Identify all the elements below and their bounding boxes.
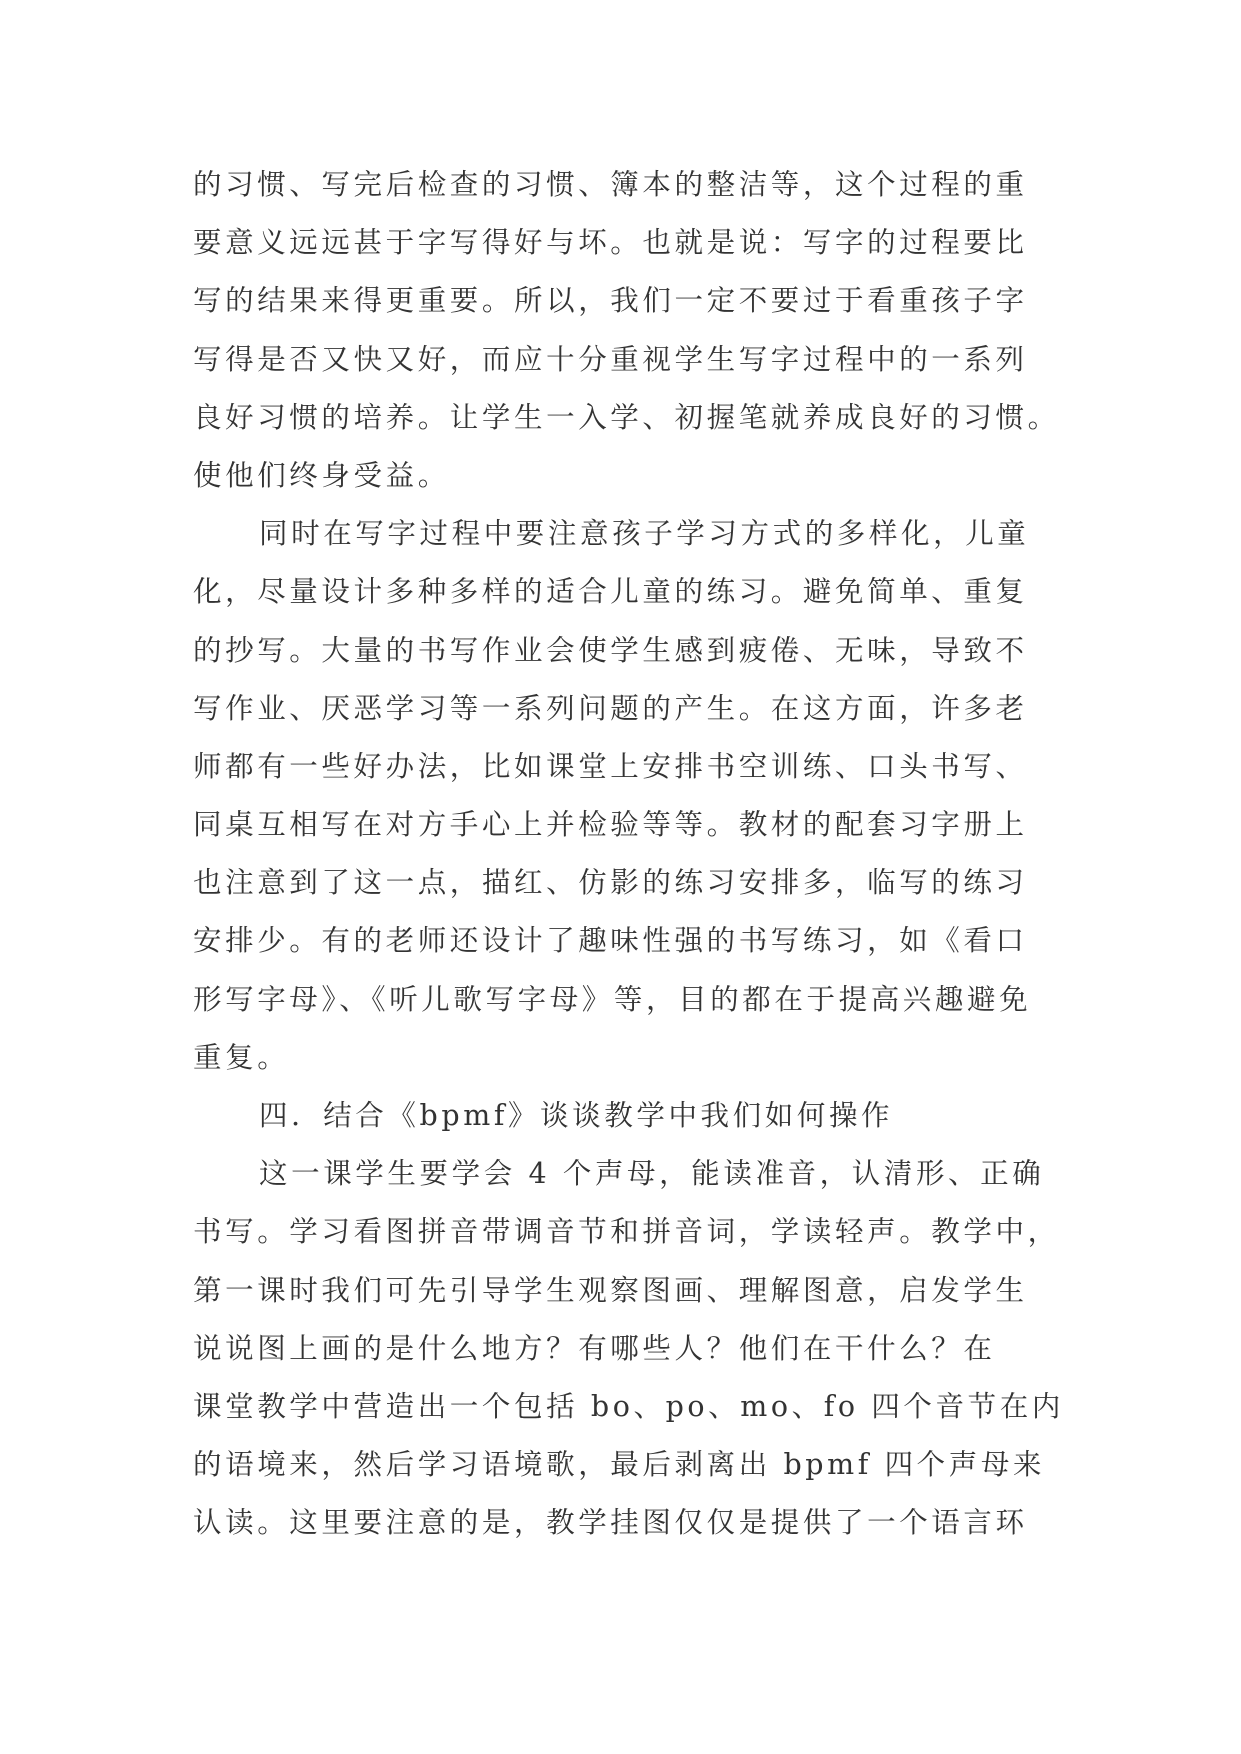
text-line: 良好习惯的培养。让学生一入学、初握笔就养成良好的习惯。 bbox=[193, 400, 1060, 434]
text-line: 写的结果来得更重要。所以，我们一定不要过于看重孩子字 bbox=[193, 284, 1028, 318]
text-line: 化，尽量设计多种多样的适合儿童的练习。避免简单、重复 bbox=[193, 575, 1028, 609]
text-line: 四．结合《bpmf》谈谈教学中我们如何操作 bbox=[259, 1099, 894, 1132]
text-line: 第一课时我们可先引导学生观察图画、理解图意，启发学生 bbox=[193, 1273, 1028, 1307]
text-line: 同桌互相写在对方手心上并检验等等。教材的配套习字册上 bbox=[193, 808, 1028, 842]
body-text bbox=[193, 156, 1064, 1553]
text-line: 也注意到了这一点，描红、仿影的练习安排多，临写的练习 bbox=[193, 866, 1028, 900]
text-line: 同时在写字过程中要注意孩子学习方式的多样化，儿童 bbox=[259, 517, 1030, 551]
text-line: 说说图上画的是什么地方？有哪些人？他们在干什么？在 bbox=[193, 1331, 996, 1365]
text-line: 安排少。有的老师还设计了趣味性强的书写练习，如《看口 bbox=[193, 924, 1028, 958]
text-line: 写得是否又快又好，而应十分重视学生写字过程中的一系列 bbox=[193, 342, 1028, 376]
text-line: 师都有一些好办法，比如课堂上安排书空训练、口头书写、 bbox=[193, 749, 1028, 783]
text-line: 这一课学生要学会 4 个声母，能读准音，认清形、正确 bbox=[259, 1157, 1045, 1191]
text-line: 课堂教学中营造出一个包括 bo、po、mo、fo 四个音节在内 bbox=[193, 1389, 1064, 1423]
text-line: 写作业、厌恶学习等一系列问题的产生。在这方面，许多老 bbox=[193, 691, 1028, 725]
text-line: 重复。 bbox=[193, 1040, 290, 1074]
text-line: 要意义远远甚于字写得好与坏。也就是说：写字的过程要比 bbox=[193, 226, 1028, 260]
text-line: 形写字母》、《听儿歌写字母》等，目的都在于提高兴趣避免 bbox=[193, 982, 1032, 1016]
text-line: 的习惯、写完后检查的习惯、簿本的整洁等，这个过程的重 bbox=[193, 168, 1028, 201]
text-line: 认读。这里要注意的是，教学挂图仅仅是提供了一个语言环 bbox=[193, 1506, 1028, 1540]
text-line: 使他们终身受益。 bbox=[193, 458, 450, 492]
text-line: 的抄写。大量的书写作业会使学生感到疲倦、无味，导致不 bbox=[193, 633, 1028, 667]
text-line: 的语境来，然后学习语境歌，最后剥离出 bpmf 四个声母来 bbox=[193, 1448, 1046, 1482]
text-line: 书写。学习看图拼音带调音节和拼音词，学读轻声。教学中， bbox=[193, 1215, 1060, 1249]
